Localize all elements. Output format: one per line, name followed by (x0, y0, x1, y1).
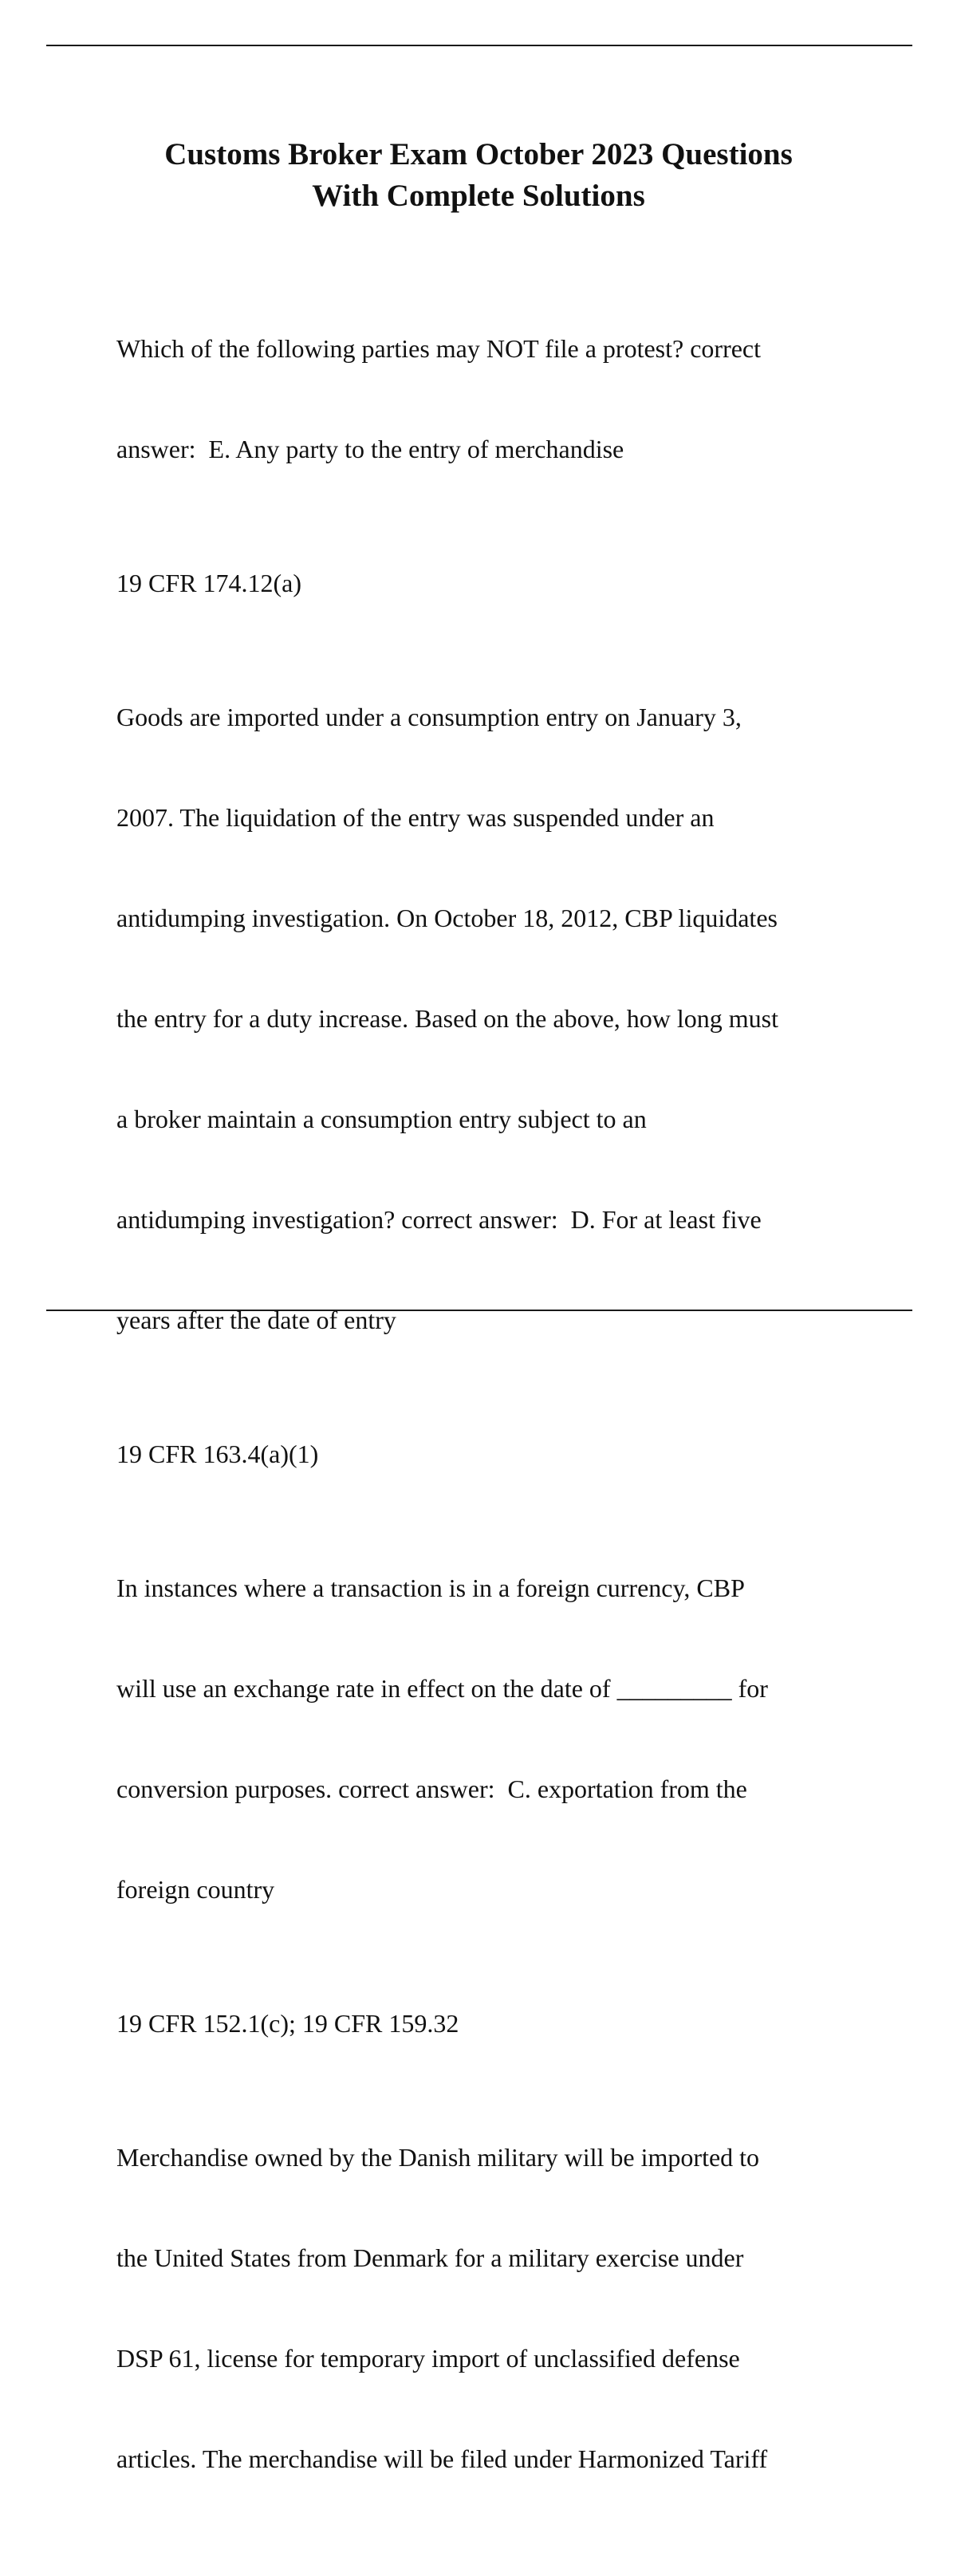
question-line: 2007. The liquidation of the entry was suspended under an (116, 803, 715, 832)
question-paragraph (116, 2074, 906, 2543)
question-paragraph (116, 633, 906, 1404)
question-line: antidumping investigation? correct answer: D. For at least five (116, 1205, 762, 1234)
question-paragraph (116, 265, 906, 533)
title-line: Customs Broker Exam October 2023 Questions (164, 137, 793, 172)
top-rule (46, 45, 912, 46)
bottom-rule (46, 1310, 912, 1311)
question-line: a broker maintain a consumption entry subject to an (116, 1105, 647, 1133)
question-paragraph (116, 1504, 906, 1973)
citation: 19 CFR 174.12(a) (116, 569, 301, 597)
question-line: articles. The merchandise will be filed under Harmonized Tariff (116, 2444, 768, 2473)
question-line: In instances where a transaction is in a foreign currency, CBP (116, 1574, 745, 1602)
question-line: foreign country (116, 1875, 275, 1904)
citation: 19 CFR 163.4(a)(1) (116, 1440, 319, 1468)
question-line: antidumping investigation. On October 18, 2012, CBP liquidates (116, 904, 778, 932)
document-body (116, 265, 906, 2576)
question-line: Goods are imported under a consumption entry on January 3, (116, 703, 742, 731)
question-line: years after the date of entry (116, 1306, 396, 1334)
citation: 19 CFR 152.1(c); 19 CFR 159.32 (116, 2009, 459, 2038)
page-title (80, 134, 877, 217)
question-line: the United States from Denmark for a military exercise under (116, 2243, 744, 2272)
question-line: Which of the following parties may NOT file a protest? correct (116, 334, 762, 363)
question-line: the entry for a duty increase. Based on the above, how long must (116, 1004, 778, 1033)
question-line: DSP 61, license for temporary import of unclassified defense (116, 2344, 740, 2373)
question-line: will use an exchange rate in effect on the date of _________ for (116, 1674, 768, 1703)
question-line: conversion purposes. correct answer: C. exportation from the (116, 1774, 747, 1803)
question-line: Merchandise owned by the Danish military will be imported to (116, 2143, 760, 2172)
title-line: With Complete Solutions (312, 179, 645, 214)
question-line: answer: E. Any party to the entry of merchandise (116, 435, 624, 463)
